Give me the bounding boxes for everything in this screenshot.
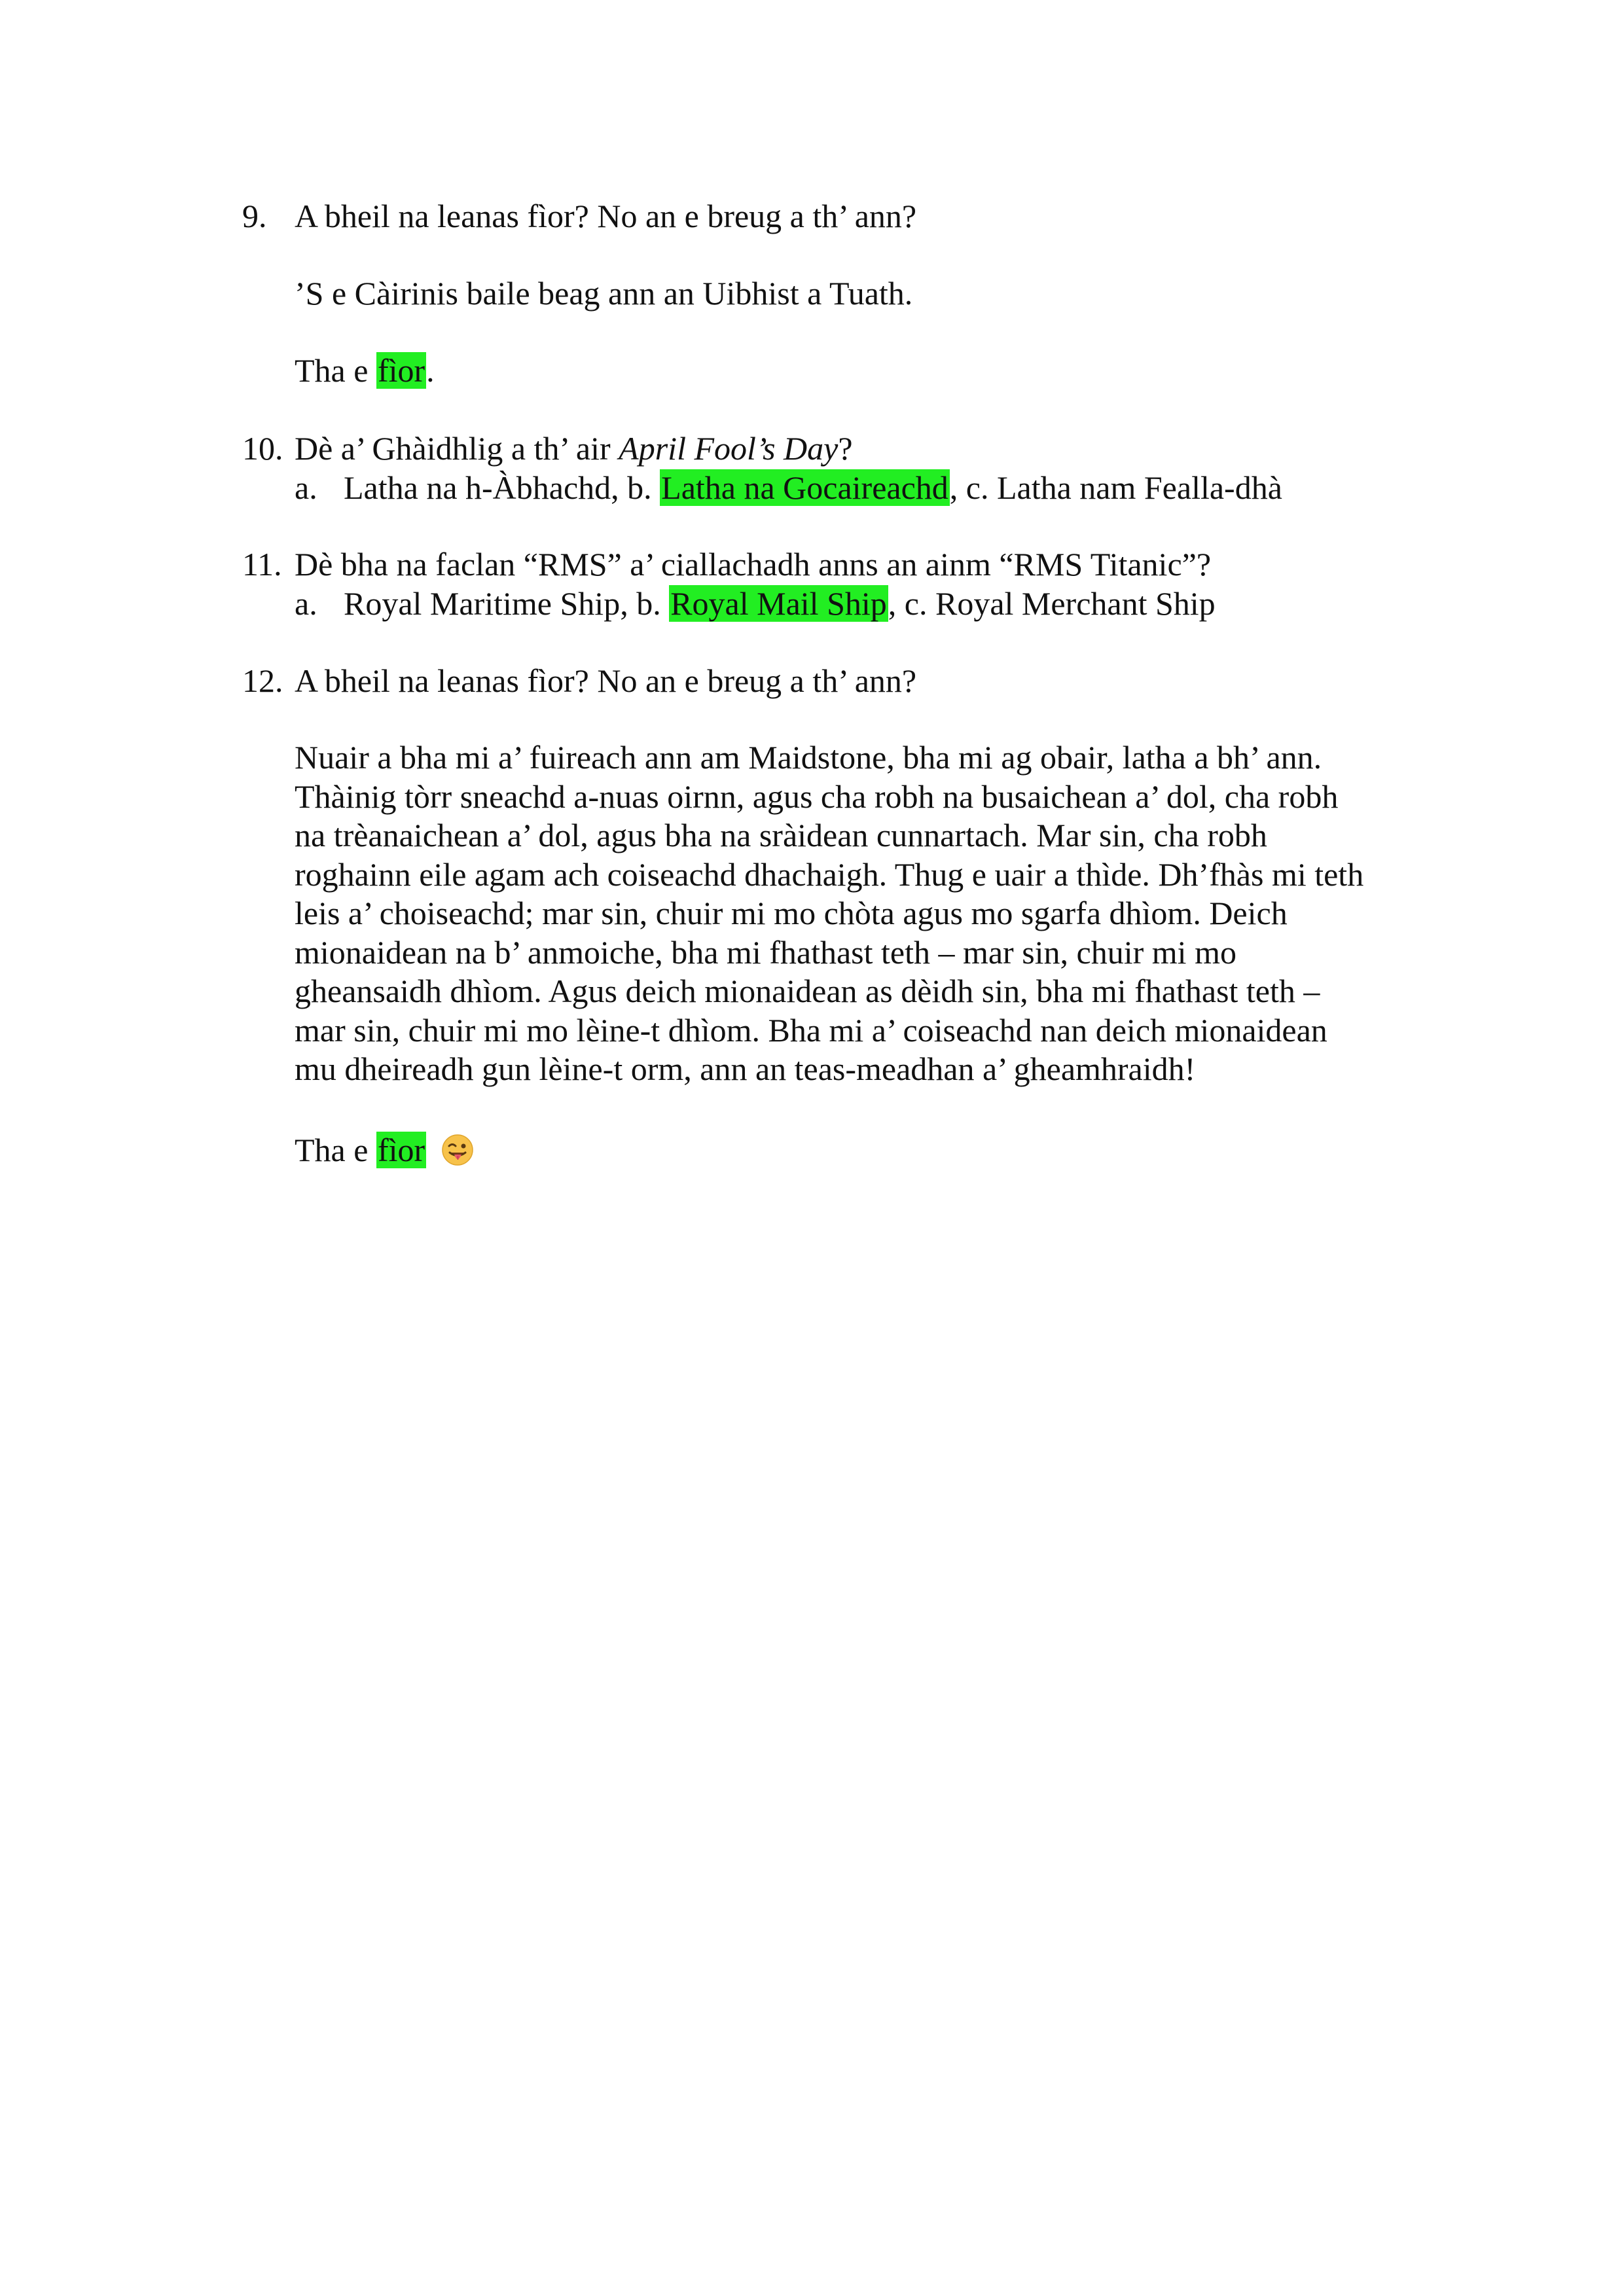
paragraph-line: roghainn eile agam ach coiseachd dhachaigh. Thug e uair a thìde. Dh’fhàs mi teth (295, 855, 1364, 893)
question-number: 11. (242, 546, 282, 583)
question-text: A bheil na leanas fìor? No an e breug a th’ ann? (295, 198, 917, 234)
statement: ’S e Càirinis baile beag ann an Uibhist a Tuath. (295, 275, 913, 312)
paragraph-line: mu dheireadh gun lèine-t orm, ann an teas-meadhan a’ gheamhraidh! (295, 1050, 1196, 1087)
winking-face-with-tongue-icon (441, 1134, 474, 1166)
answer-highlight: fìor (377, 352, 425, 389)
question-text (295, 429, 853, 468)
paragraph-line: Nuair a bha mi a’ fuireach ann am Maidstone, bha mi ag obair, latha a bh’ ann. (295, 739, 1322, 776)
paragraph-line: Thàinig tòrr sneachd a-nuas oirnn, agus cha robh na busaichean a’ dol, cha robh (295, 778, 1339, 815)
question-number: 12. (242, 662, 283, 699)
option-a: Royal Maritime Ship, b. (344, 585, 661, 622)
question-text: Dè bha na faclan “RMS” a’ ciallachadh anns an ainm “RMS Titanic”? (295, 546, 1212, 583)
option-b-highlight: Latha na Gocaireachd (661, 469, 948, 506)
story-paragraph (295, 738, 1440, 1089)
question-suffix: ? (838, 430, 853, 467)
option-b-highlight: Royal Mail Ship (670, 585, 887, 622)
option-letter: a. (295, 585, 317, 622)
paragraph-line: mar sin, chuir mi mo lèine-t dhìom. Bha mi a’ coiseachd nan deich mionaidean (295, 1011, 1327, 1049)
option-c: , c. Royal Merchant Ship (888, 585, 1216, 622)
paragraph-line: mionaidean na b’ anmoiche, bha mi fhathast teth – mar sin, chuir mi mo (295, 933, 1236, 971)
options (344, 468, 1282, 507)
option-c: , c. Latha nam Fealla-dhà (949, 469, 1282, 506)
question-prefix: Dè a’ Ghàidhlig a th’ air (295, 430, 611, 467)
question-number: 9. (242, 198, 267, 234)
paragraph-line: leis a’ choiseachd; mar sin, chuir mi mo chòta agus mo sgarfa dhìom. Deich (295, 895, 1288, 931)
answer-prefix: Tha e (295, 352, 369, 389)
paragraph-line: gheansaidh dhìom. Agus deich mionaidean as dèidh sin, bha mi fhathast teth – (295, 973, 1320, 1009)
question-number: 10. (242, 430, 283, 467)
answer-suffix: . (426, 352, 435, 389)
answer (295, 1130, 474, 1170)
answer (295, 351, 435, 390)
paragraph-line: na trèanaichean a’ dol, agus bha na sràidean cunnartach. Mar sin, cha robh (295, 817, 1267, 853)
answer-highlight: fìor (377, 1132, 425, 1168)
option-a: Latha na h-Àbhachd, b. (344, 469, 652, 506)
option-letter: a. (295, 469, 317, 506)
question-italic: April Fool’s Day (619, 430, 839, 467)
answer-prefix: Tha e (295, 1132, 369, 1168)
options (344, 584, 1216, 623)
question-text: A bheil na leanas fìor? No an e breug a th’ ann? (295, 662, 917, 699)
